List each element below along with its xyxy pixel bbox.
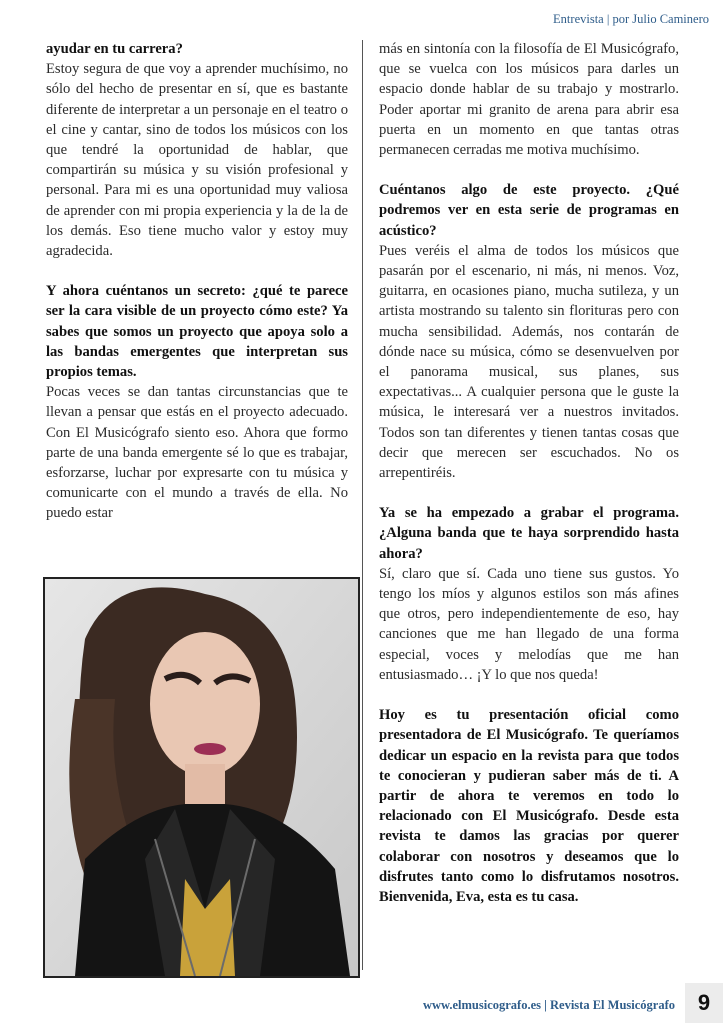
question-3: Cuéntanos algo de este proyecto. ¿Qué podremos ver en esta serie de programas en acústico? <box>379 182 679 239</box>
answer-4: Sí, claro que sí. Cada uno tiene sus gustos. Yo tengo los míos y algunos estilos son más afines que otros, pero independientemente de eso, hay canciones que me han llegado de una forma especial, voces y melodías que me han entusiasmado… ¡Y lo que nos queda! <box>379 565 679 683</box>
answer-1: Estoy segura de que voy a aprender muchísimo, no sólo del hecho de presentar en sí, que es bastante diferente de interpretar a un personaje en el teatro o el cine y cantar, sino de todos los músicos con los que tendré la oportunidad de hablar, que compartirán su música y su visión profesional y personal. Para mi es una oportunidad muy valiosa de aprender con mi propia experiencia y la de la de los demás. Eso tiene mucho valor y estoy muy agradecida. <box>46 61 348 260</box>
closing-statement: Hoy es tu presentación oficial como presentadora de El Musicógrafo. Te queríamos dedicar un espacio en la revista para que todos te conocieran y pudieran saber más de ti. A partir de ahora te veremos en todo lo relacionado con El Musicógrafo. Desde esta revista te damos las gracias por querer colaborar con nosotros y deseamos que lo disfrutes tanto como lo disfrutamos nosotros. Bienvenida, Eva, esta es tu casa. <box>379 707 679 905</box>
page-number: 9 <box>685 983 723 1023</box>
column-divider <box>362 40 363 970</box>
question-4: Ya se ha empezado a grabar el programa. ¿Alguna banda que te haya sorprendido hasta ahora? <box>379 505 679 562</box>
left-column <box>46 39 348 524</box>
answer-2: Pocas veces se dan tantas circunstancias que te llevan a pensar que estás en el proyecto adecuado. Con El Musicógrafo siento eso. Ahora que formo parte de una banda emergente sé lo que es trabajar, esforzarse, luchar por expresarte con tu música y comunicarte con el mundo a través de ella. No puedo estar <box>46 384 348 522</box>
answer-2-tail: más en sintonía con la filosofía de El Musicógrafo, que se vuelca con los músicos para darles un espacio donde hablar de su trabajo y mostrarlo. Poder aportar mi granito de arena para abrir esa puerta en un momento en que tantas otras permanecen cerradas me motiva muchísimo. <box>379 41 679 159</box>
right-column <box>379 39 679 907</box>
page-header: Entrevista | por Julio Caminero <box>553 12 709 26</box>
footer-link[interactable]: www.elmusicografo.es | Revista El Musicógrafo <box>422 998 675 1012</box>
question-2: Y ahora cuéntanos un secreto: ¿qué te parece ser la cara visible de un proyecto cómo este? Ya sabes que somos un proyecto que apoya solo a las bandas emergentes que interpretan sus propios temas. <box>46 283 348 381</box>
portrait-illustration <box>45 579 358 976</box>
answer-3: Pues veréis el alma de todos los músicos que pasarán por el escenario, ni más, ni menos. Voz, guitarra, en ocasiones piano, mucha sutileza, y un artista mostrando su talento sin florituras pero con mucha sensibilidad. Además, nos contarán de dónde nace su música, cómo se desenvuelven por el panorama musical, sus planes, sus expectativas... A cualquier persona que le guste la música, le interesará ver a nuestros invitados. Todos son tan diferentes y tienen tantas cosas que decir que merecen ser escuchados. No os arrepentiréis. <box>379 242 679 482</box>
question-1-tail: ayudar en tu carrera? <box>46 41 183 57</box>
interviewee-photo <box>43 577 360 978</box>
